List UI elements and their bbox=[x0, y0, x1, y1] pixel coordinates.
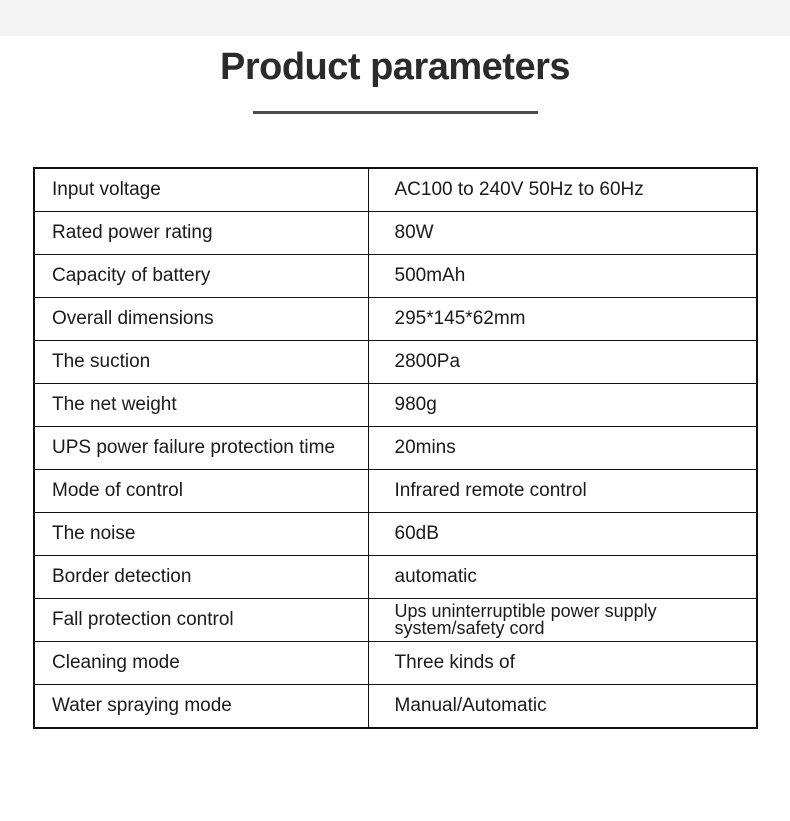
table-row bbox=[34, 427, 757, 470]
param-label: Rated power rating bbox=[34, 212, 368, 255]
param-label: Border detection bbox=[34, 556, 368, 599]
param-label: The noise bbox=[34, 513, 368, 556]
table-row bbox=[34, 298, 757, 341]
param-label: Cleaning mode bbox=[34, 642, 368, 685]
param-label: Input voltage bbox=[34, 168, 368, 212]
param-value: 20mins bbox=[368, 427, 757, 470]
table-row bbox=[34, 255, 757, 298]
param-label: Capacity of battery bbox=[34, 255, 368, 298]
param-value: Manual/Automatic bbox=[368, 685, 757, 729]
table-row bbox=[34, 470, 757, 513]
table-row bbox=[34, 556, 757, 599]
param-value: Infrared remote control bbox=[368, 470, 757, 513]
param-value: 295*145*62mm bbox=[368, 298, 757, 341]
page-title: Product parameters bbox=[219, 46, 570, 88]
param-value: 80W bbox=[368, 212, 757, 255]
param-value: AC100 to 240V 50Hz to 60Hz bbox=[368, 168, 757, 212]
param-value: automatic bbox=[368, 556, 757, 599]
param-value: Three kinds of bbox=[368, 642, 757, 685]
param-label: Water spraying mode bbox=[34, 685, 368, 729]
param-label: UPS power failure protection time bbox=[34, 427, 368, 470]
table-row bbox=[34, 168, 757, 212]
param-value: 60dB bbox=[368, 513, 757, 556]
title-underline bbox=[253, 111, 538, 114]
top-band bbox=[0, 0, 790, 36]
table-row bbox=[34, 642, 757, 685]
table-row bbox=[34, 599, 757, 642]
table-row bbox=[34, 513, 757, 556]
param-label: The suction bbox=[34, 341, 368, 384]
table-row bbox=[34, 212, 757, 255]
table-row bbox=[34, 685, 757, 729]
param-value: 2800Pa bbox=[368, 341, 757, 384]
parameters-table bbox=[33, 167, 758, 729]
param-label: Mode of control bbox=[34, 470, 368, 513]
param-value-text: Ups uninterruptible power supply system/safety cord bbox=[394, 601, 657, 638]
param-label: Fall protection control bbox=[34, 599, 368, 642]
param-label: The net weight bbox=[34, 384, 368, 427]
table-row bbox=[34, 384, 757, 427]
param-value bbox=[368, 599, 757, 642]
table-row bbox=[34, 341, 757, 384]
param-value: 980g bbox=[368, 384, 757, 427]
param-label: Overall dimensions bbox=[34, 298, 368, 341]
param-value: 500mAh bbox=[368, 255, 757, 298]
